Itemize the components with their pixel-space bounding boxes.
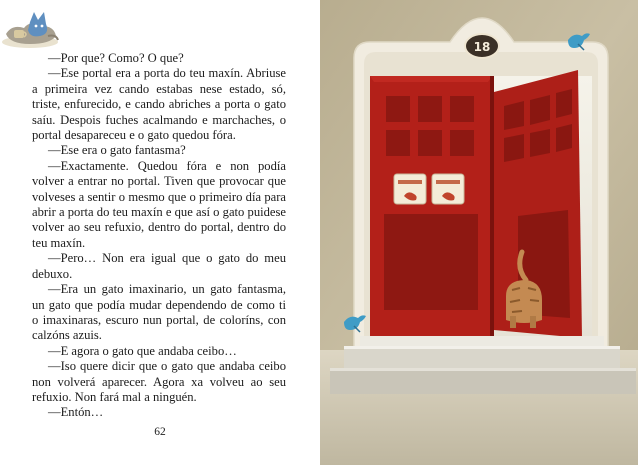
doorway-illustration <box>320 0 638 465</box>
paragraph: —Era un gato imaxinario, un gato fantasma, un gato que podía mudar dependendo de como ti o imaxinaras, escuro nun portal, de coloríns, con calzóns azuis. <box>32 282 286 343</box>
step-middle <box>344 346 620 368</box>
paragraph: —Pero… Non era igual que o gato do meu debuxo. <box>32 251 286 281</box>
paragraph: —Iso quere dicir que o gato que andaba ceibo non volverá aparecer. Agora xa volveu ao seu refuxio. Non fará mal a ninguén. <box>32 359 286 404</box>
paragraph: —Entón… <box>48 405 104 420</box>
page-number: 62 <box>154 426 166 438</box>
mailbox-icon <box>394 174 426 204</box>
step-bottom <box>330 368 636 394</box>
step-top <box>360 336 604 346</box>
paragraph: —E agora o gato que andaba ceibo… <box>48 343 237 358</box>
paragraph: —Ese era o gato fantasma? <box>48 143 186 158</box>
paragraph: —Exactamente. Quedou fóra e non podía volver a entrar no portal. Tiven que provocar que volveses a sentir o mesmo que o primeiro día para abrir a porta do teu maxín e que así o gato puidese volver ao seu refuxio, dentro do portal, dentro do teu maxín. <box>32 158 286 250</box>
right-page-illustration <box>320 0 638 465</box>
paragraph: —Por que? Como? O que? <box>48 51 184 65</box>
story-text <box>32 51 286 421</box>
mailbox-icon <box>432 174 464 204</box>
house-number: 18 <box>473 40 491 54</box>
cat-with-teacup-icon <box>0 0 64 52</box>
paragraph: —Ese portal era a porta do teu maxín. Abriuse a primeira vez cando estabas nese estado, só, triste, enfurecido, e cando abriches a porta o gato saíu. Despois fuches acalmando e marchaches, o portal desapareceu e o gato quedou fóra. <box>32 66 286 143</box>
